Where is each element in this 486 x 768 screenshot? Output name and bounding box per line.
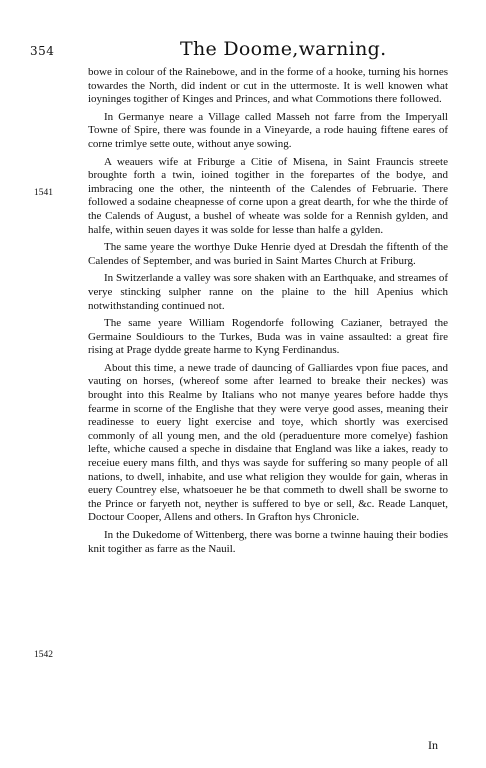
margin-year-1542: 1542	[34, 650, 53, 660]
paragraph-germany-vineyard: In Germanye neare a Village called Masseh not farre from the Imperyall Towne of Spire, there was founde in a Vineyarde, a rode hauing fiftene eares of corne trimlye sette oute, without anye sowing.	[88, 110, 448, 150]
paragraph-continued: bowe in colour of the Rainebowe, and in the forme of a hooke, turning his hornes towardes the North, did indent or cut in the uttermoste. It is well knowen what ioyninges togither of Kinges and Princes, and what Commotions there followed.	[88, 66, 448, 106]
page-header	[30, 38, 450, 66]
page-number: 354	[30, 44, 55, 58]
paragraph-duke-henrie: The same yeare the worthye Duke Henrie dyed at Dresdah the fiftenth of the Calendes of September, and was buried in Saint Martes Church at Friburg.	[88, 241, 448, 267]
paragraph-switzerland-earthquake: In Switzerlande a valley was sore shaken with an Earthquake, and streames of verye stincking sulpher ranne on the plaine to the hill Apenius which notwithstanding continued not.	[88, 272, 448, 312]
page-body	[88, 66, 448, 560]
running-title: The Doome,warning.	[180, 38, 387, 60]
margin-year-1541: 1541	[34, 188, 53, 198]
catchword: In	[428, 738, 438, 752]
paragraph-rogendorfe: The same yeare William Rogendorfe following Cazianer, betrayed the Germaine Souldiours to the Turkes, Buda was in vaine assaulted: a great fire rising at Prage dydde greate harme to Kyng Ferdinandus.	[88, 317, 448, 357]
paragraph-wittenberg: In the Dukedome of Wittenberg, there was borne a twinne hauing their bodies knit togither as farre as the Nauil.	[88, 529, 448, 555]
paragraph-galliardes: About this time, a newe trade of dauncing of Galliardes vpon fiue paces, and vauting on horses, (whereof some after learned to breake their neckes) was brought into this Realme by Italians who not manye yeares before hadde thys fearme in scorne of the Englishe that they were verye good asses, meaning their readinesse to euery light exercise and toye, which shortly was exercised commonly of all young men, and the old (peraduenture more comelye) fashion lefte, whiche caused a speche in disdaine that England was like a iakes, ready to receiue euery mans filth, and thys was sayde for suffering so many people of all nations, to dwell, inhabite, and use what religion they woulde for gain, wheras in euery Countrey else, whatsoeuer he be that commeth to dwell shall be sworne to the Prince or faryeth not, neyther is suffered to bye or sell, &c. Reade Lanquet, Doctour Cooper, Allens and others. In Grafton hys Chronicle.	[88, 361, 448, 524]
paragraph-friburge-twin: A weauers wife at Friburge a Citie of Misena, in Saint Frauncis streete broughte forth a twin, ioined togither in the forepartes of the bodye, and imbracing one the other, the ninteenth of the Calendes of Februarie. There followed a sodaine cheapnesse of corne upon a great dearth, for whe the thirde of the Calends of August, a bushel of wheate was solde for a Rennish gylden, and halfe, within seuen dayes it was solde for lesse than halfe a gylden.	[88, 155, 448, 236]
